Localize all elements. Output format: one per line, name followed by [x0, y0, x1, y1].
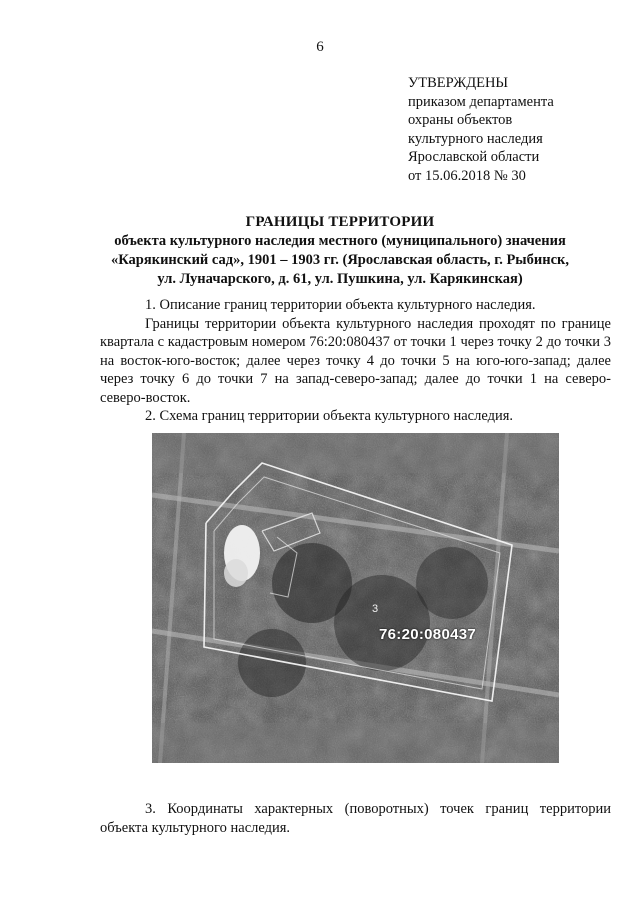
- title-subline: объекта культурного наследия местного (муниципального) значения: [114, 233, 566, 249]
- approval-line: Ярославской области: [408, 149, 540, 165]
- map-point-label: 3: [372, 603, 379, 615]
- page-number: 6: [316, 39, 324, 55]
- approval-line: охраны объектов: [408, 112, 513, 128]
- approval-line: приказом департамента: [408, 93, 554, 110]
- section-3: [100, 800, 611, 838]
- body-text: [100, 296, 611, 426]
- document-title: [60, 213, 620, 289]
- section-1-heading: 1. Описание границ территории объекта культурного наследия.: [145, 297, 536, 313]
- approval-block: [408, 74, 554, 185]
- approval-line: культурного наследия: [408, 130, 543, 147]
- territory-map: [152, 433, 559, 763]
- approval-line: от 15.06.2018 № 30: [408, 167, 526, 184]
- title-subline: ул. Луначарского, д. 61, ул. Пушкина, ул. Карякинская): [157, 271, 523, 287]
- section-2-heading: 2. Схема границ территории объекта культурного наследия.: [145, 408, 514, 424]
- section-1-text: Границы территории объекта культурного наследия проходят по границе квартала с кадастровым номером 76:20:080437 от точки 1 через точку 2 до точки 3 на восток-юго-восток; далее через точку 4 до точки 5 на юго-юго-запад; далее через точку 6 до точки 7 на запад-северо-запад; далее до точки 1 на северо-северо-восток.: [100, 315, 611, 406]
- approval-line: УТВЕРЖДЕНЫ: [408, 75, 509, 91]
- cadastral-number-label: 76:20:080437: [379, 626, 477, 643]
- aerial-photo: [152, 433, 559, 763]
- title-main: ГРАНИЦЫ ТЕРРИТОРИИ: [245, 214, 435, 230]
- section-3-text: 3. Координаты характерных (поворотных) точек границ территории объекта культурного наследия.: [100, 801, 611, 836]
- title-subline: «Карякинский сад», 1901 – 1903 гг. (Ярославская область, г. Рыбинск,: [110, 252, 569, 268]
